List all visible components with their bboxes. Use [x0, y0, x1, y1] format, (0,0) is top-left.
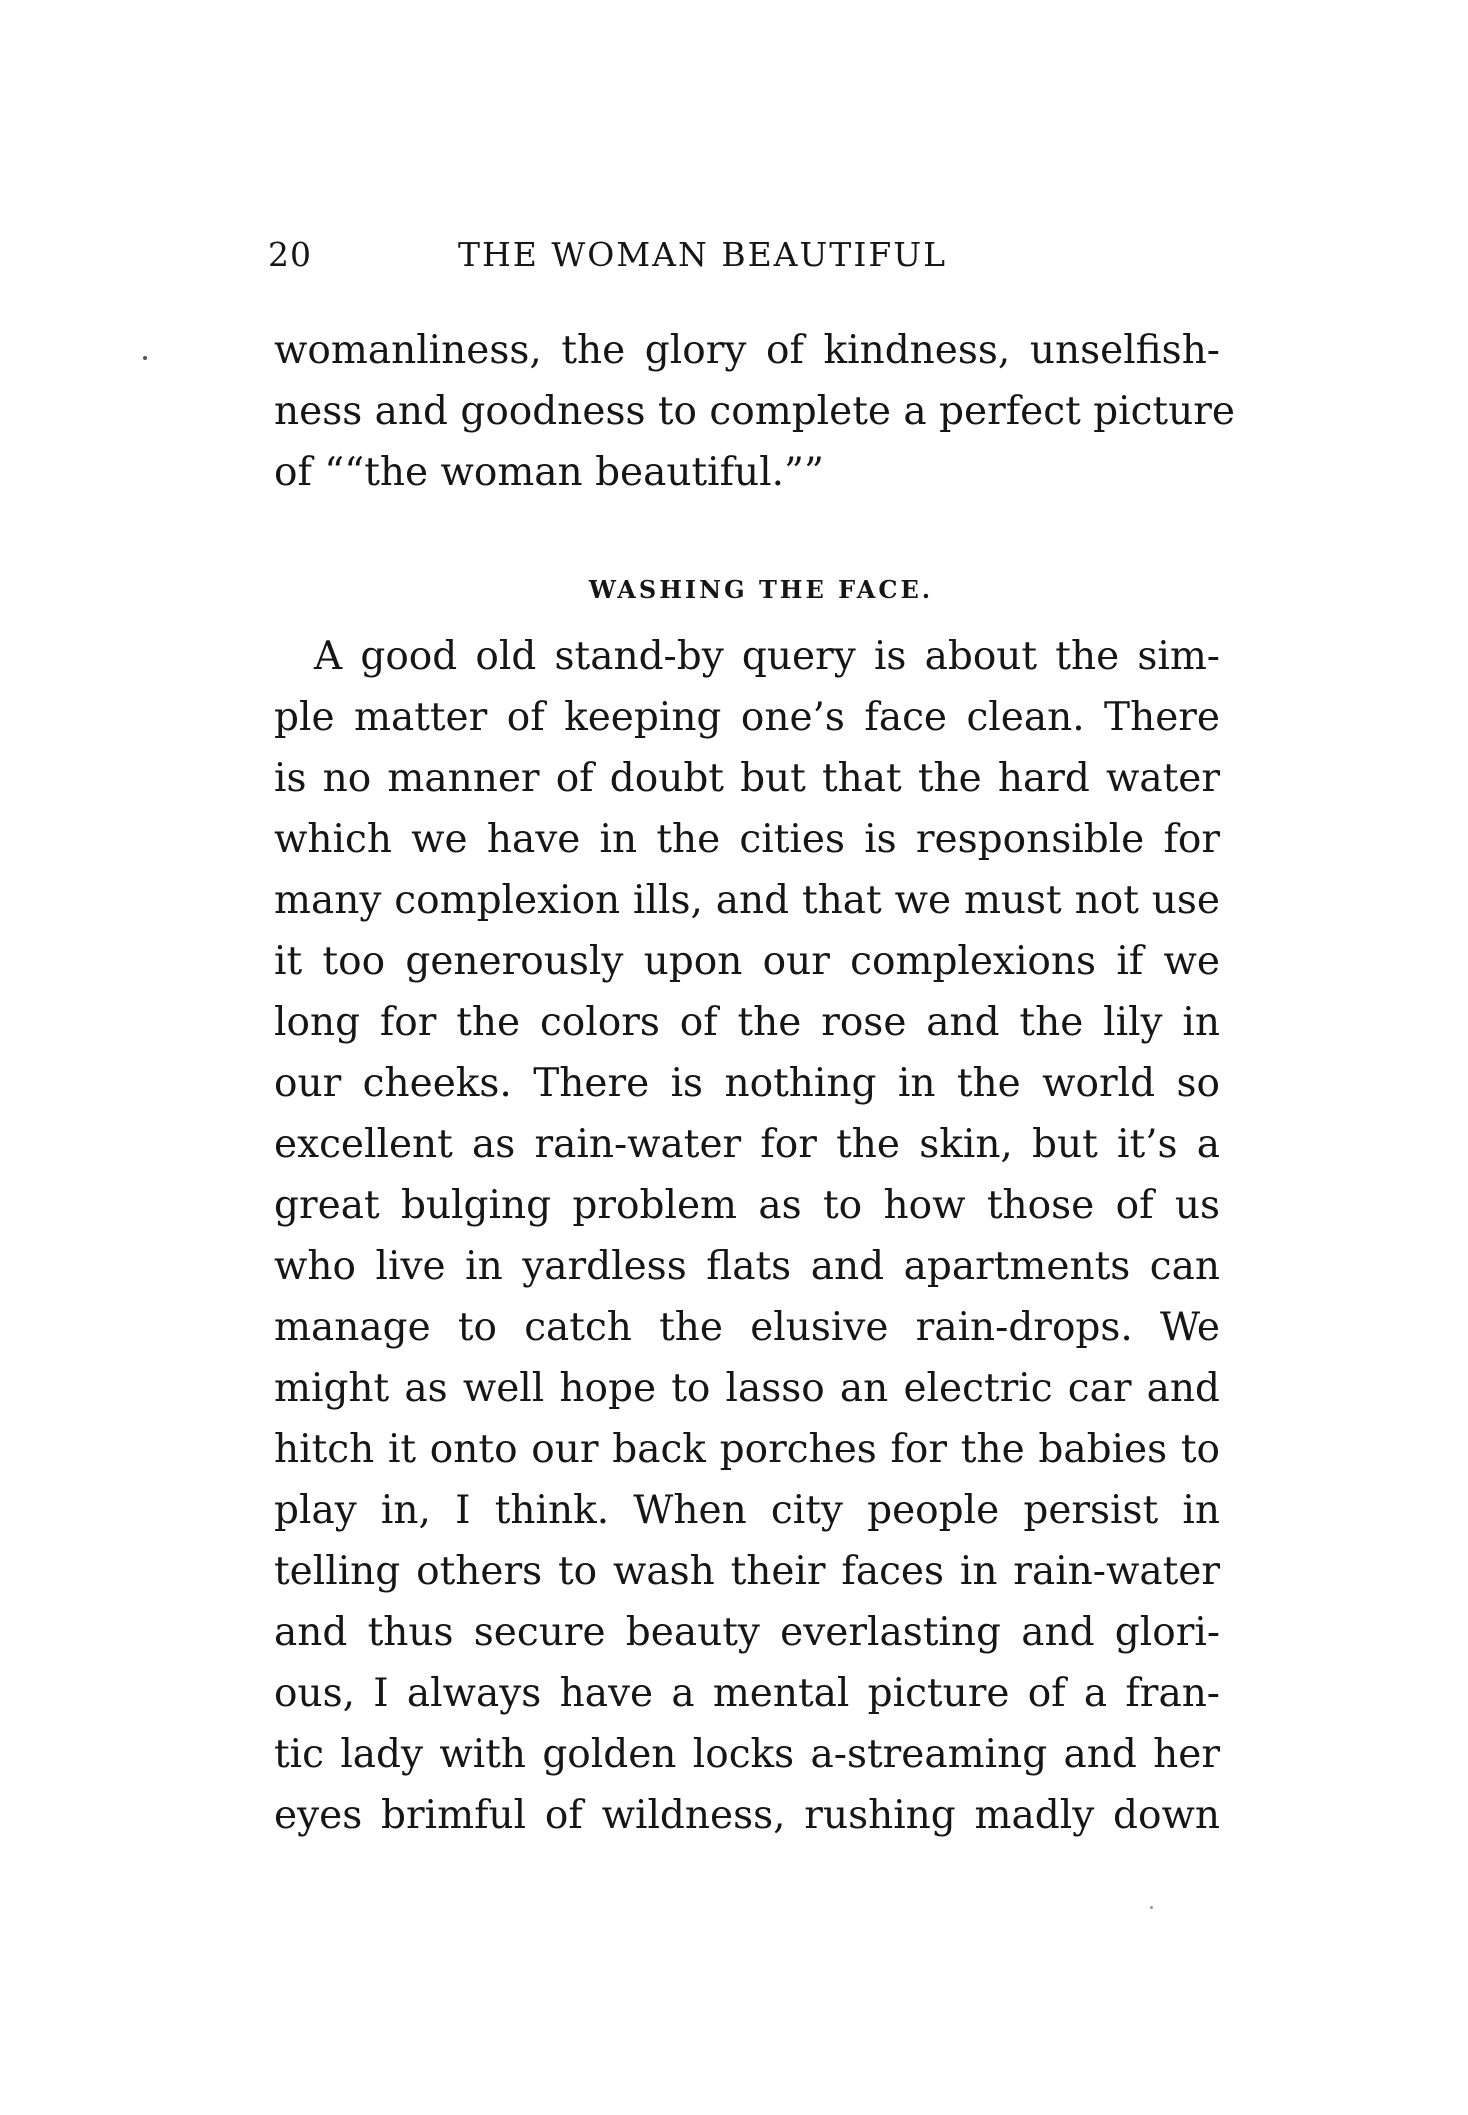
section-heading: WASHING THE FACE.	[588, 575, 934, 604]
text-line: is no manner of doubt but that the hard water	[274, 756, 1220, 801]
text-line: it too generously upon our complexions if we	[274, 939, 1220, 984]
text-line: ous, I always have a mental picture of a fran-	[274, 1671, 1220, 1716]
text-line: telling others to wash their faces in rain-water	[274, 1549, 1220, 1594]
text-line: womanliness, the glory of kindness, unselfish-	[274, 328, 1220, 373]
text-line: manage to catch the elusive rain-drops. We	[274, 1305, 1220, 1350]
text-line: ness and goodness to complete a perfect picture	[274, 389, 1235, 434]
text-line: long for the colors of the rose and the lily in	[274, 1000, 1220, 1045]
text-line: A good old stand-by query is about the sim-	[314, 634, 1220, 679]
text-line: tic lady with golden locks a-streaming and her	[274, 1732, 1220, 1777]
ink-speck	[1150, 1906, 1153, 1909]
main-paragraph	[274, 626, 1220, 1846]
text-line: great bulging problem as to how those of us	[274, 1183, 1220, 1228]
text-line: and thus secure beauty everlasting and glori-	[274, 1610, 1220, 1655]
text-line: of ““the woman beautiful.””	[274, 450, 824, 495]
text-line: which we have in the cities is responsible for	[274, 817, 1220, 862]
text-line: ple matter of keeping one’s face clean. There	[274, 695, 1220, 740]
intro-paragraph	[274, 320, 1235, 503]
text-line: eyes brimful of wildness, rushing madly down	[274, 1793, 1220, 1838]
text-line: our cheeks. There is nothing in the world so	[274, 1061, 1220, 1106]
ink-speck	[143, 356, 147, 360]
page-number: 20	[268, 235, 312, 274]
running-title: THE WOMAN BEAUTIFUL	[458, 235, 947, 274]
text-line: excellent as rain-water for the skin, but it’s a	[274, 1122, 1220, 1167]
text-line: might as well hope to lasso an electric car and	[274, 1366, 1220, 1411]
text-line: many complexion ills, and that we must not use	[274, 878, 1220, 923]
running-head	[268, 235, 1228, 279]
text-line: play in, I think. When city people persist in	[274, 1488, 1220, 1533]
text-line: who live in yardless flats and apartments can	[274, 1244, 1220, 1289]
text-line: hitch it onto our back porches for the babies to	[274, 1427, 1220, 1472]
